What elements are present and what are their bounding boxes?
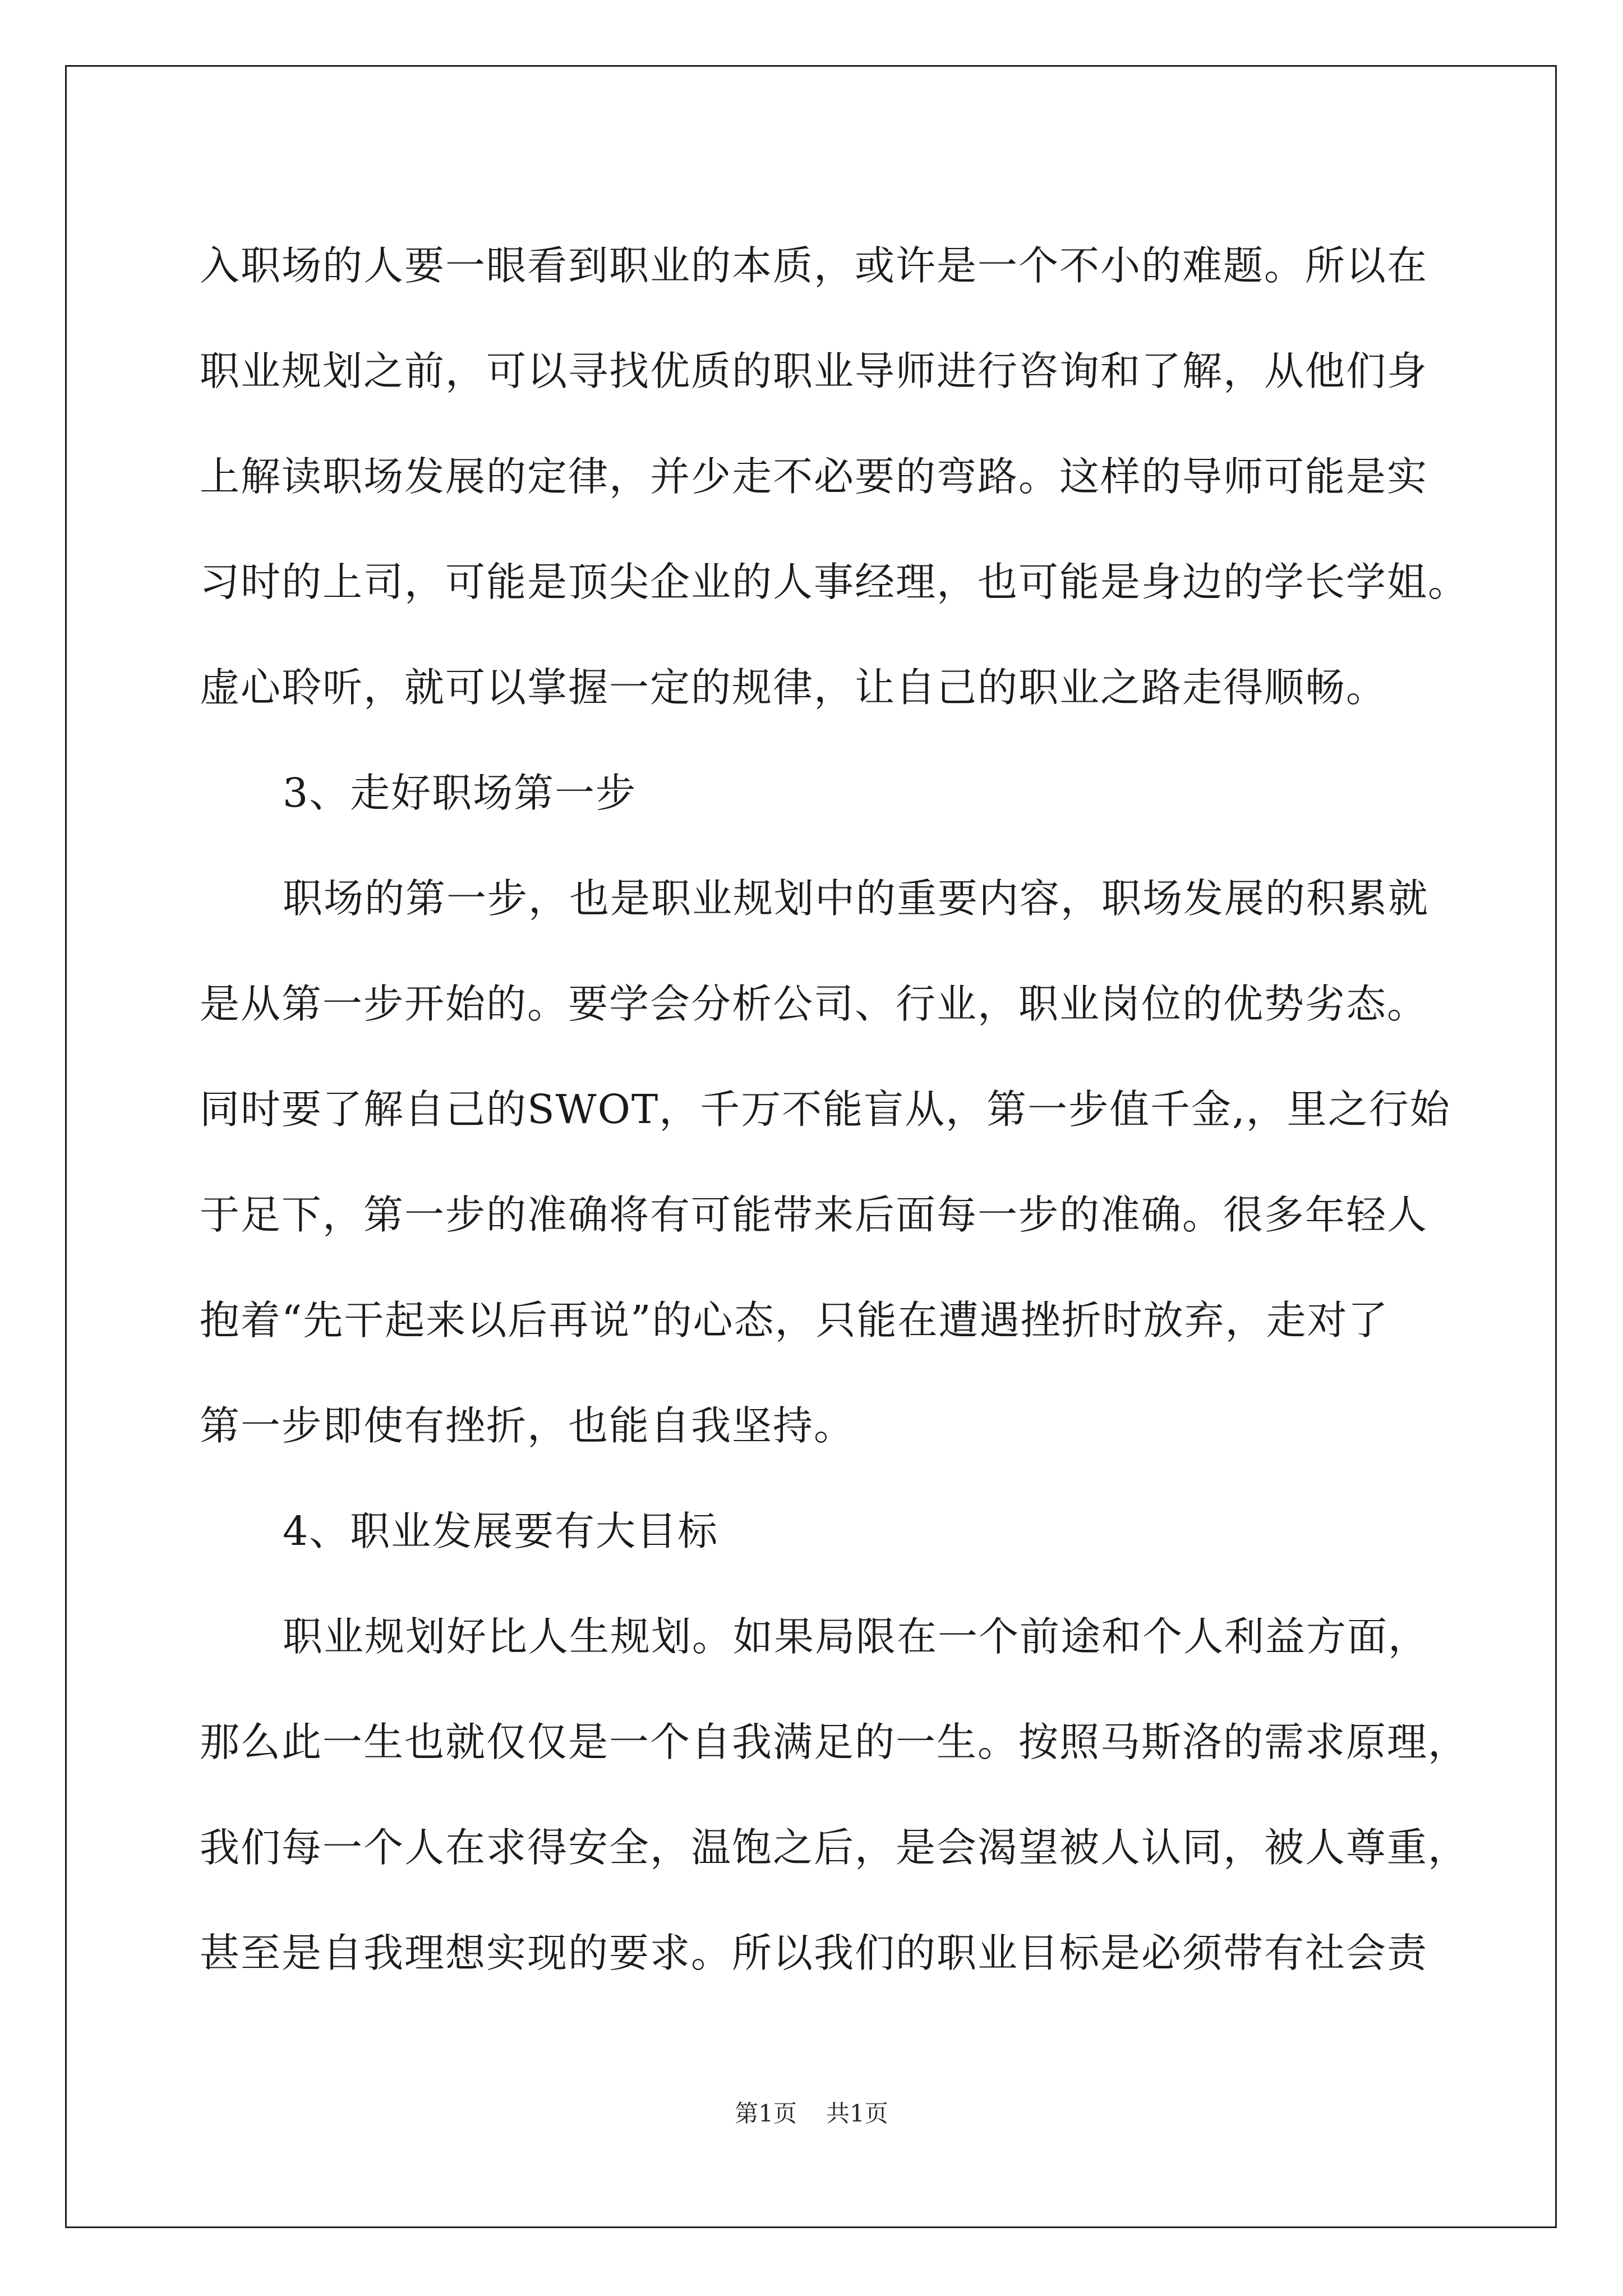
paragraph-line: 于足下，第一步的准确将有可能带来后面每一步的准确。很多年轻人: [200, 1191, 1428, 1238]
paragraph-line: 我们每一个人在求得安全，温饱之后，是会渴望被人认同，被人尊重，: [200, 1824, 1469, 1871]
paragraph-line: 习时的上司，可能是顶尖企业的人事经理，也可能是身边的学长学姐。: [200, 559, 1469, 605]
paragraph-line: 职业规划之前，可以寻找优质的职业导师进行咨询和了解，从他们身: [200, 348, 1428, 394]
section-heading: 4、职业发展要有大目标: [283, 1508, 719, 1554]
page-number: 第1页: [735, 2100, 797, 2127]
paragraph-line: 第一步即使有挫折，也能自我坚持。: [200, 1402, 855, 1449]
page-total: 共1页: [826, 2100, 888, 2127]
paragraph-line: 入职场的人要一眼看到职业的本质，或许是一个不小的难题。所以在: [200, 242, 1428, 289]
paragraph-line: 那么此一生也就仅仅是一个自我满足的一生。按照马斯洛的需求原理，: [200, 1719, 1469, 1765]
paragraph-line: 上解读职场发展的定律，并少走不必要的弯路。这样的导师可能是实: [200, 453, 1428, 500]
paragraph-line: 同时要了解自己的SWOT，千万不能盲从，第一步值千金,，里之行始: [200, 1086, 1451, 1133]
paragraph-line: 职场的第一步，也是职业规划中的重要内容，职场发展的积累就: [283, 875, 1430, 922]
page-footer: [0, 2095, 1623, 2129]
section-heading: 3、走好职场第一步: [283, 770, 637, 816]
paragraph-line: 职业规划好比人生规划。如果局限在一个前途和个人利益方面，: [283, 1613, 1430, 1660]
paragraph-line: 是从第一步开始的。要学会分析公司、行业，职业岗位的优势劣态。: [200, 981, 1428, 1027]
paragraph-line: 虚心聆听，就可以掌握一定的规律，让自己的职业之路走得顺畅。: [200, 664, 1387, 711]
paragraph-line: 甚至是自我理想实现的要求。所以我们的职业目标是必须带有社会责: [200, 1930, 1428, 1976]
paragraph-line: 抱着“先干起来以后再说”的心态，只能在遭遇挫折时放弃，走对了: [200, 1297, 1389, 1343]
document-body: [200, 213, 1469, 2006]
